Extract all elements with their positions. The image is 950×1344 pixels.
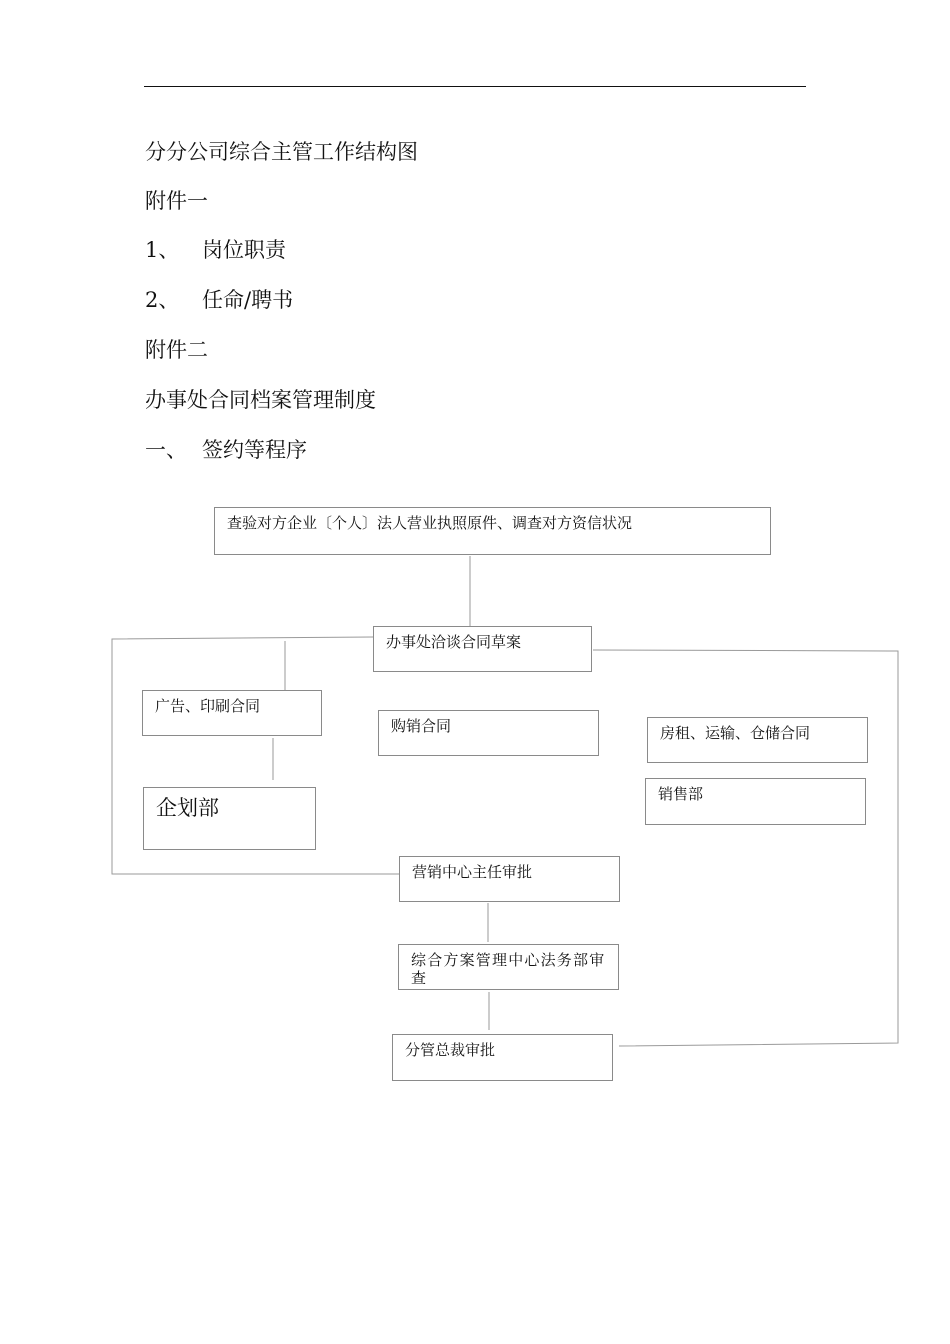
box-marketing-approval: 营销中心主任审批	[399, 856, 620, 902]
box-rent-contract: 房租、运输、仓储合同	[647, 717, 868, 763]
attachment2-title: 附件二	[145, 338, 208, 362]
item-text: 任命/聘书	[202, 288, 294, 312]
doc-heading: 分分公司综合主管工作结构图	[145, 140, 418, 164]
item-text: 岗位职责	[202, 238, 286, 262]
item-number: 2、	[145, 288, 180, 312]
item-number: 1、	[145, 238, 180, 262]
section-text: 签约等程序	[202, 438, 307, 462]
section-number: 一、	[145, 438, 187, 462]
attachment2-subtitle: 办事处合同档案管理制度	[145, 388, 376, 412]
connector-draft-vp-right	[593, 650, 898, 1046]
box-planning-dept: 企划部	[143, 787, 316, 850]
box-vp-approval: 分管总裁审批	[392, 1034, 613, 1081]
box-ad-contract: 广告、印刷合同	[142, 690, 322, 736]
box-verify: 查验对方企业〔个人〕法人营业执照原件、调查对方资信状况	[214, 507, 771, 555]
attachment1-title: 附件一	[145, 189, 208, 213]
box-legal-review: 综合方案管理中心法务部审查	[398, 944, 619, 990]
box-draft: 办事处洽谈合同草案	[373, 626, 592, 672]
box-sales-dept: 销售部	[645, 778, 866, 825]
box-sales-contract: 购销合同	[378, 710, 599, 756]
